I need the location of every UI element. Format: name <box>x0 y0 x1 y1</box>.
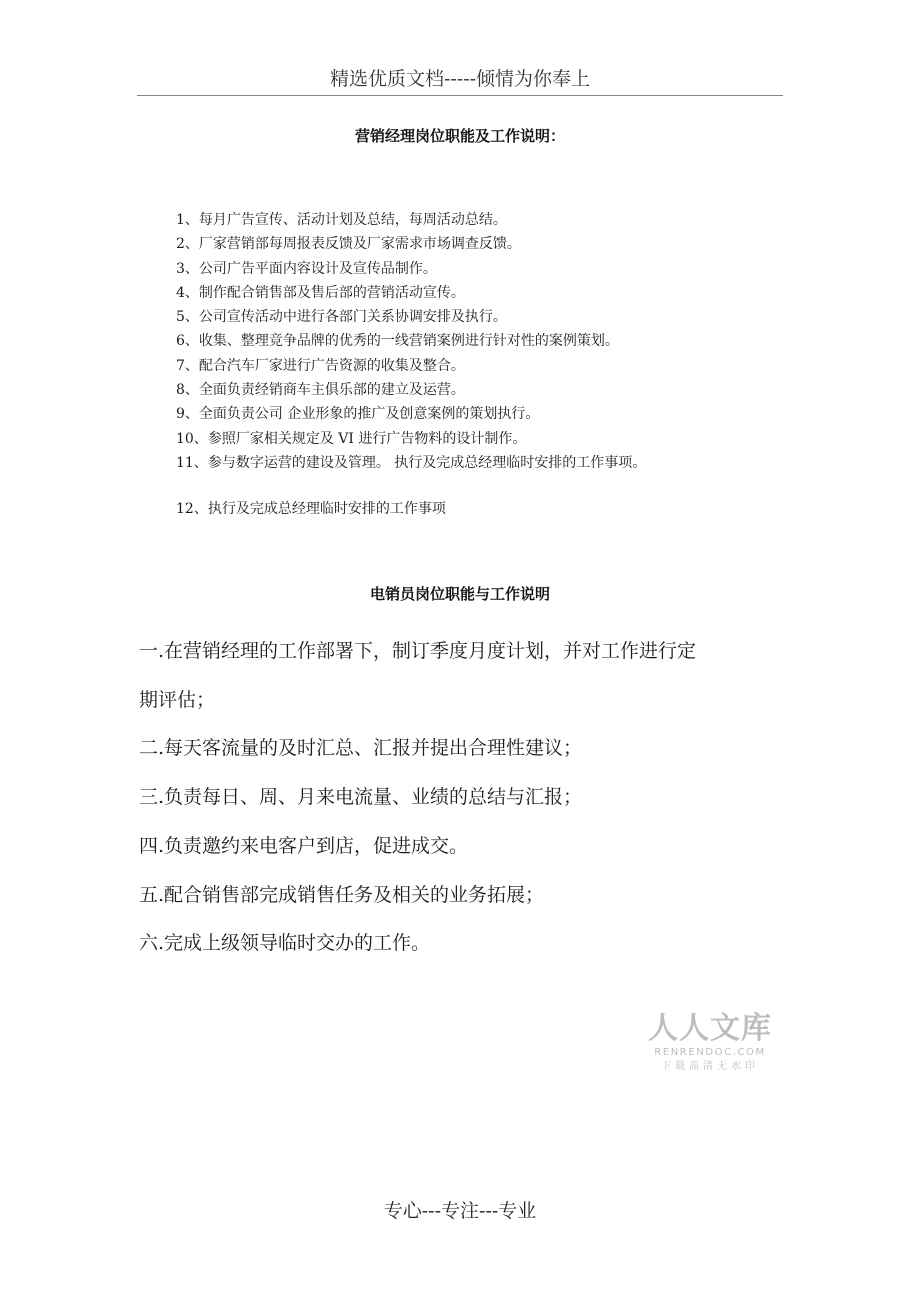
list-item: 六.完成上级领导临时交办的工作。 <box>139 932 431 955</box>
page-header: 精选优质文档-----倾情为你奉上 <box>329 68 591 90</box>
watermark-url: RENRENDOC.COM <box>654 1047 766 1058</box>
section2-title: 电销员岗位职能与工作说明 <box>369 585 550 603</box>
list-item: 二.每天客流量的及时汇总、汇报并提出合理性建议； <box>139 737 583 760</box>
list-item: 12、执行及完成总经理临时安排的工作事项 <box>176 501 446 517</box>
list-item: 6、收集、整理竞争品牌的优秀的一线营销案例进行针对性的案例策划。 <box>176 333 619 350</box>
watermark-logo <box>640 1012 780 1074</box>
watermark-title: 人人文库 <box>648 1011 772 1046</box>
list-item: 5、公司宣传活动中进行各部门关系协调安排及执行。 <box>176 309 507 326</box>
list-item: 3、公司广告平面内容设计及宣传品制作。 <box>176 260 437 277</box>
list-item: 11、参与数字运营的建设及管理。 执行及完成总经理临时安排的工作事项。 <box>176 454 647 471</box>
list-item: 三.负责每日、周、月来电流量、业绩的总结与汇报； <box>139 786 583 809</box>
section1-list <box>176 208 646 475</box>
section1-title: 营销经理岗位职能及工作说明： <box>354 127 565 145</box>
list-item: 1、每月广告宣传、活动计划及总结，每周活动总结。 <box>176 212 507 228</box>
section2-list <box>139 627 799 968</box>
list-item: 一.在营销经理的工作部署下，制订季度月度计划，并对工作进行定 <box>139 640 697 662</box>
page-footer: 专心---专注---专业 <box>383 1200 537 1222</box>
list-item: 8、全面负责经销商车主俱乐部的建立及运营。 <box>176 382 465 399</box>
header-divider <box>137 95 783 96</box>
list-item: 四.负责邀约来电客户到店，促进成交。 <box>139 834 469 857</box>
list-item: 期评估； <box>139 688 216 711</box>
list-item: 7、配合汽车厂家进行广告资源的收集及整合。 <box>176 357 465 374</box>
list-item: 2、厂家营销部每周报表反馈及厂家需求市场调查反馈。 <box>176 236 521 253</box>
list-item: 4、制作配合销售部及售后部的营销活动宣传。 <box>176 284 465 301</box>
list-item: 10、参照厂家相关规定及 VI 进行广告物料的设计制作。 <box>176 430 527 447</box>
list-item: 五.配合销售部完成销售任务及相关的业务拓展； <box>139 883 545 906</box>
watermark-subtitle: 下载高清无水印 <box>661 1061 759 1072</box>
list-item: 9、全面负责公司 企业形象的推广及创意案例的策划执行。 <box>176 406 540 423</box>
